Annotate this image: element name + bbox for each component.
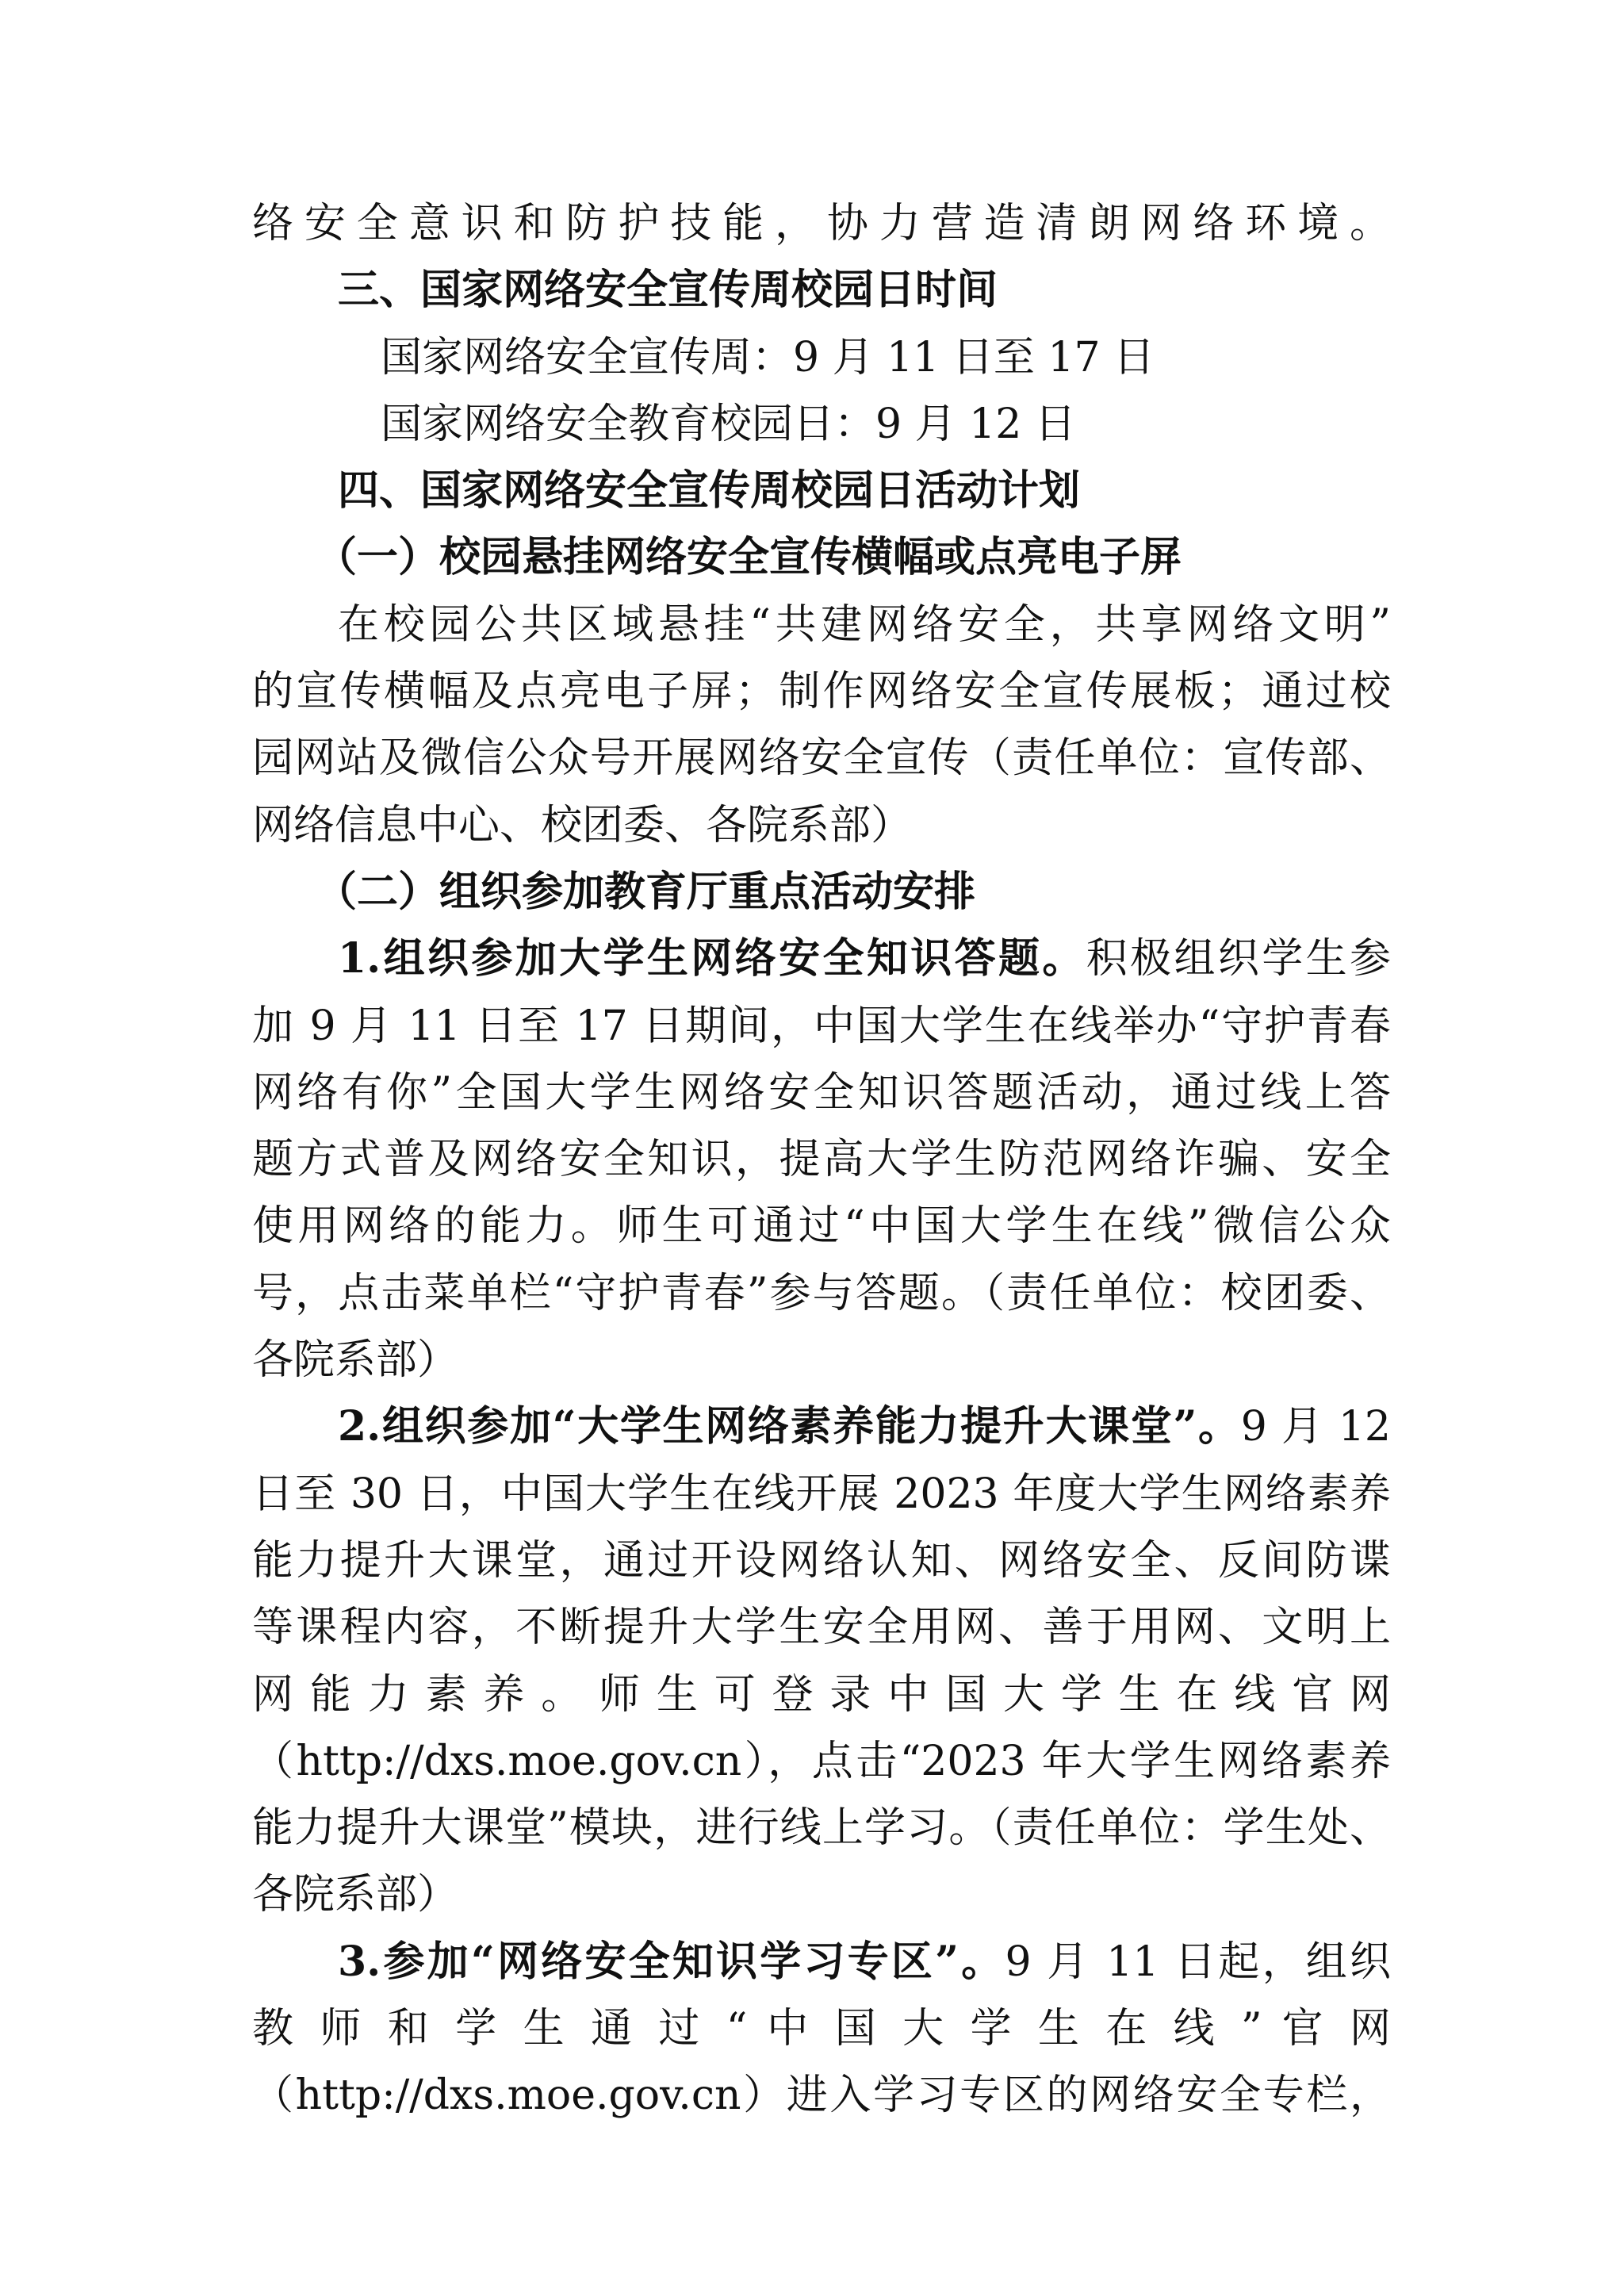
paragraph-line: 各院系部） <box>252 1336 459 1385</box>
paragraph-line: （http://dxs.moe.gov.cn），点击“2023 年大学生网络素养 <box>252 1737 1391 1785</box>
item-2-title: 2.组织参加“大学生网络素养能力提升大课堂”。 <box>338 1402 1241 1451</box>
paragraph-line: 能力提升大课堂”模块，进行线上学习。（责任单位：学生处、 <box>252 1804 1391 1853</box>
subsection-heading-1: （一）校园悬挂网络安全宣传横幅或点亮电子屏 <box>316 533 1182 582</box>
paragraph-line: 在校园公共区域悬挂“共建网络安全，共享网络文明” <box>338 600 1391 649</box>
item-2-text: 9 月 12 <box>1240 1403 1391 1451</box>
section-heading-4: 四、国家网络安全宣传周校园日活动计划 <box>338 466 1081 516</box>
paragraph-line: 能力提升大课堂，通过开设网络认知、网络安全、反间防谍 <box>252 1536 1391 1585</box>
item-2-first-line <box>252 1393 1391 1460</box>
paragraph-line: 网络有你”全国大学生网络安全知识答题活动，通过线上答 <box>252 1068 1391 1117</box>
paragraph-line: 网络信息中心、校团委、各院系部） <box>252 801 913 849</box>
subsection-heading-2: （二）组织参加教育厅重点活动安排 <box>316 867 976 916</box>
paragraph-line: 题方式普及网络安全知识，提高大学生防范网络诈骗、安全 <box>252 1136 1391 1184</box>
section-heading-3: 三、国家网络安全宣传周校园日时间 <box>338 266 998 315</box>
schedule-line-week: 国家网络安全宣传周：9 月 11 日至 17 日 <box>381 333 1155 381</box>
paragraph-line: 教 师 和 学 生 通 过 “ 中 国 大 学 生 在 线 ” 官 网 <box>252 2005 1391 2053</box>
document-body <box>252 190 1391 2129</box>
paragraph-line: 网 能 力 素 养 。 师 生 可 登 录 中 国 大 学 生 在 线 官 网 <box>252 1670 1391 1719</box>
item-3-first-line <box>252 1929 1391 1995</box>
paragraph-line: 园网站及微信公众号开展网络安全宣传（责任单位：宣传部、 <box>252 734 1391 783</box>
item-1-text: 积极组织学生参 <box>1086 935 1391 983</box>
paragraph-line: 等课程内容，不断提升大学生安全用网、善于用网、文明上 <box>252 1604 1391 1652</box>
paragraph-line: 络安全意识和防护技能，协力营造清朗网络环境。 <box>252 200 1391 247</box>
item-3-text: 9 月 11 日起，组织 <box>1005 1938 1391 1986</box>
paragraph-line: 的宣传横幅及点亮电子屏；制作网络安全宣传展板；通过校 <box>252 668 1391 716</box>
paragraph-line: 号，点击菜单栏“守护青春”参与答题。（责任单位：校团委、 <box>252 1269 1391 1317</box>
paragraph-line: 日至 30 日，中国大学生在线开展 2023 年度大学生网络素养 <box>252 1470 1391 1518</box>
paragraph-line: 各院系部） <box>252 1871 459 1919</box>
paragraph-line: （http://dxs.moe.gov.cn）进入学习专区的网络安全专栏， <box>252 2072 1391 2120</box>
paragraph-line: 加 9 月 11 日至 17 日期间，中国大学生在线举办“守护青春 <box>252 1002 1391 1050</box>
item-1-first-line <box>252 926 1391 992</box>
item-3-title: 3.参加“网络安全知识学习专区”。 <box>338 1937 1005 1986</box>
schedule-line-campus-day: 国家网络安全教育校园日：9 月 12 日 <box>381 400 1076 448</box>
paragraph-line: 使用网络的能力。师生可通过“中国大学生在线”微信公众 <box>252 1202 1391 1251</box>
item-1-title: 1.组织参加大学生网络安全知识答题。 <box>338 934 1086 983</box>
